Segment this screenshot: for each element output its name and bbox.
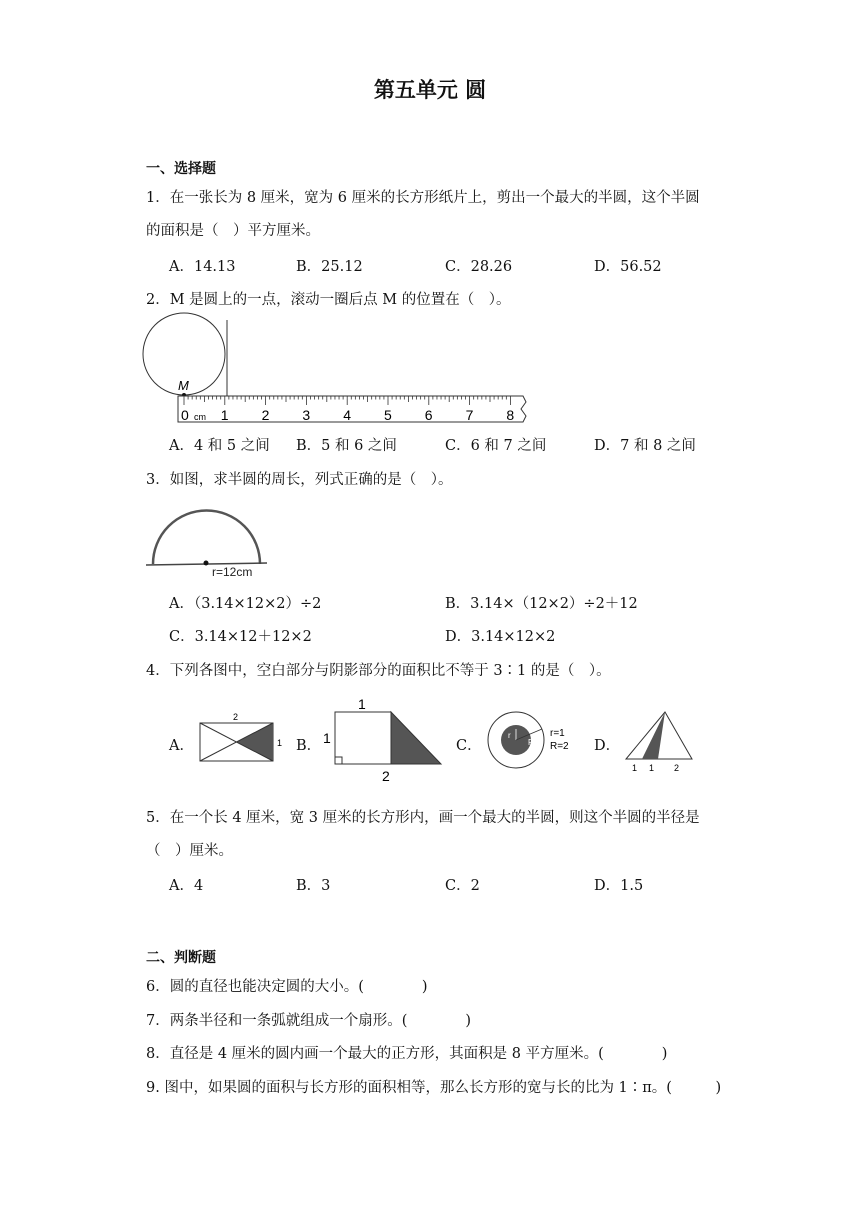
fig-c-eq2: R=2	[550, 741, 569, 752]
ruler-label: 3	[302, 407, 311, 423]
page-title: 第五单元 圆	[373, 78, 487, 102]
semicircle-figure	[144, 500, 274, 578]
judge-question-7: 7．两条半径和一条弧就组成一个扇形。( )	[146, 1013, 472, 1029]
q1-option-d[interactable]: D．56.52	[594, 259, 662, 275]
q2-option-c[interactable]: C．6 和 7 之间	[445, 438, 547, 454]
question-5-line1: 5．在一个长 4 厘米，宽 3 厘米的长方形内，画一个最大的半圆，则这个半圆的半径是	[146, 810, 700, 826]
ruler-label: 4	[343, 407, 351, 423]
fig-b-top-label: 1	[358, 698, 366, 712]
fig-c-eq1: r=1	[550, 728, 565, 739]
ruler-label: 8	[506, 407, 515, 423]
rolling-circle-ruler-figure	[140, 312, 535, 428]
q3-option-b[interactable]: B．3.14×（12×2）÷2＋12	[445, 596, 638, 612]
figure-a-rectangle	[196, 709, 286, 767]
fig-d-base-1: 1	[632, 763, 638, 773]
question-1-line2: 的面积是（ ）平方厘米。	[146, 223, 320, 239]
q4-option-a[interactable]: A．	[169, 738, 194, 754]
q4-option-c[interactable]: C．	[456, 738, 482, 754]
judge-question-8: 8．直径是 4 厘米的圆内画一个最大的正方形，其面积是 8 平方厘米。( )	[146, 1046, 668, 1062]
fig-c-big-r: R	[528, 738, 534, 747]
figure-d-triangle	[620, 706, 700, 774]
q4-option-d[interactable]: D．	[594, 738, 621, 754]
question-4-text: 4．下列各图中，空白部分与阴影部分的面积比不等于 3∶1 的是（ ）。	[146, 663, 611, 679]
section-heading-choice: 一、选择题	[146, 161, 216, 177]
ruler-label: 5	[384, 407, 392, 423]
ruler-label: 2	[261, 407, 270, 423]
fig-c-small-r: r	[508, 731, 511, 740]
q3-option-d[interactable]: D．3.14×12×2	[445, 629, 556, 645]
q1-option-c[interactable]: C．28.26	[445, 259, 513, 275]
fig-d-base-2: 1	[649, 763, 655, 773]
ruler-label: 1	[220, 407, 229, 423]
q1-option-a[interactable]: A．14.13	[169, 259, 236, 275]
fig-d-base-3: 2	[674, 763, 680, 773]
radius-label: r=12cm	[212, 565, 253, 578]
q5-option-d[interactable]: D．1.5	[594, 878, 644, 894]
ruler-label: 7	[465, 407, 474, 423]
q2-option-d[interactable]: D．7 和 8 之间	[594, 438, 696, 454]
fig-b-bottom-label: 2	[382, 768, 390, 784]
q5-option-c[interactable]: C．2	[445, 878, 480, 894]
q5-option-b[interactable]: B．3	[296, 878, 331, 894]
question-5-line2: （ ）厘米。	[146, 843, 233, 859]
point-m-label: M	[178, 378, 189, 393]
question-1-line1: 1．在一张长为 8 厘米，宽为 6 厘米的长方形纸片上，剪出一个最大的半圆，这个半圆	[146, 190, 700, 206]
fig-b-left-label: 1	[323, 730, 331, 746]
q5-option-a[interactable]: A．4	[169, 878, 204, 894]
q3-option-a[interactable]: A．（3.14×12×2）÷2	[169, 596, 322, 612]
section-heading-judge: 二、判断题	[146, 950, 216, 966]
fig-a-side-label: 1	[277, 738, 283, 748]
ruler-label: 0	[181, 407, 189, 423]
q3-option-c[interactable]: C．3.14×12＋12×2	[169, 629, 312, 645]
q2-option-b[interactable]: B．5 和 6 之间	[296, 438, 397, 454]
fig-a-top-label: 2	[233, 712, 239, 722]
q1-option-b[interactable]: B．25.12	[296, 259, 363, 275]
figure-b-square-triangle	[318, 698, 446, 784]
ruler	[178, 396, 526, 422]
ruler-unit-label: cm	[194, 412, 206, 422]
ruler-label: 6	[424, 407, 433, 423]
judge-question-9: 9. 图中，如果圆的面积与长方形的面积相等，那么长方形的宽与长的比为 1∶π。( )	[146, 1080, 722, 1096]
q4-option-b[interactable]: B．	[296, 738, 322, 754]
figure-c-concentric-circles	[484, 709, 584, 769]
q2-option-a[interactable]: A．4 和 5 之间	[169, 438, 270, 454]
question-2-text: 2．M 是圆上的一点，滚动一圈后点 M 的位置在（ ）。	[146, 292, 511, 308]
question-3-text: 3．如图，求半圆的周长，列式正确的是（ ）。	[146, 472, 453, 488]
judge-question-6: 6．圆的直径也能决定圆的大小。( )	[146, 979, 428, 995]
